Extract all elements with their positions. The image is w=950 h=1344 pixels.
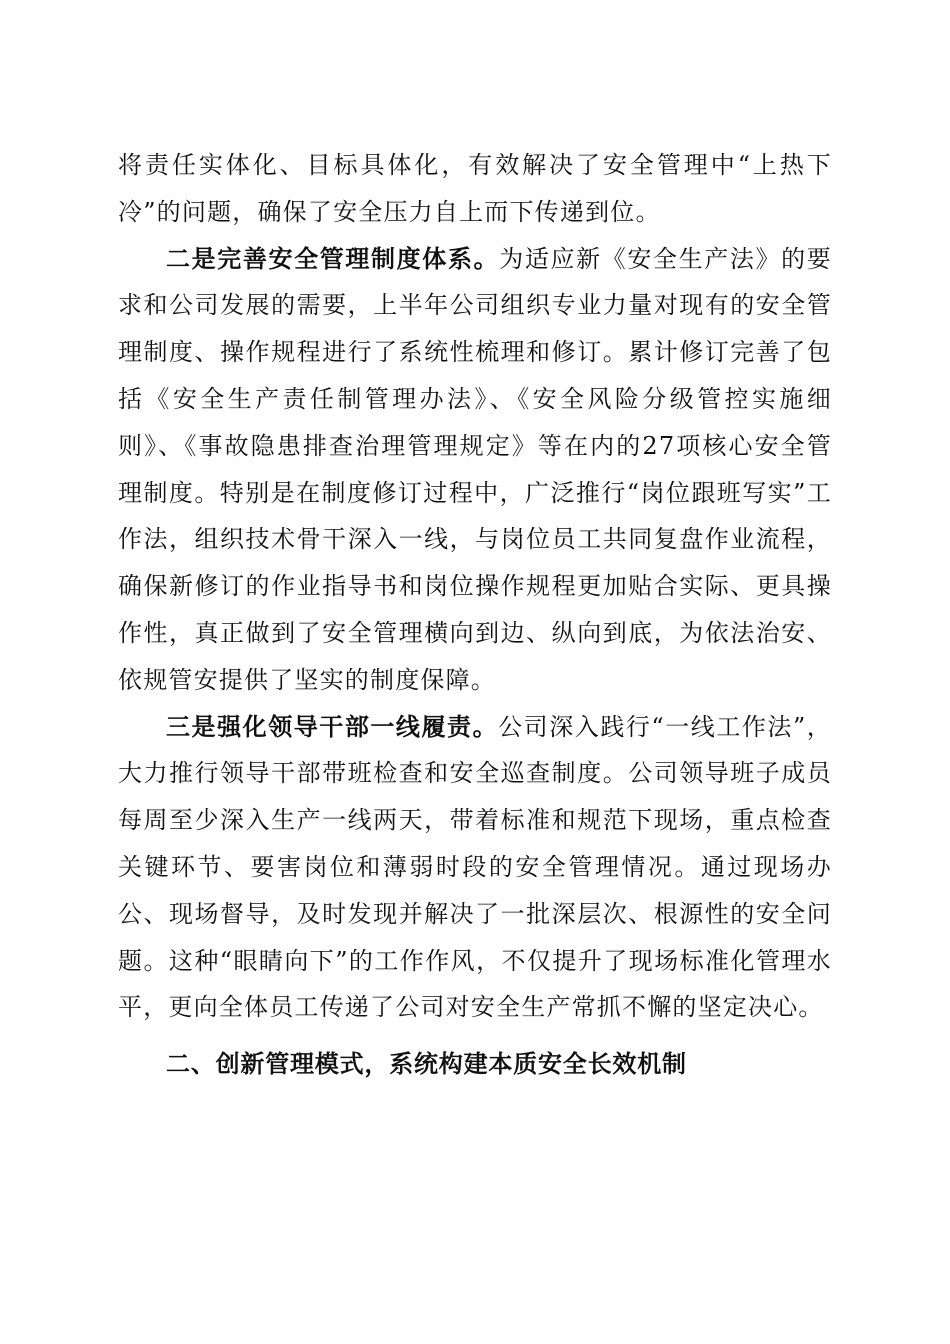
- paragraph-text: 将责任实体化、目标具体化，有效解决了安全管理中“上热下冷”的问题，确保了安全压力自上而下传递到位。: [118, 151, 832, 226]
- paragraph-leadership-duty: [118, 704, 832, 1032]
- paragraph-continuation: [118, 142, 832, 236]
- section-heading: 二、创新管理模式，系统构建本质安全长效机制: [166, 1050, 687, 1079]
- paragraph-text: 为适应新《安全生产法》的要求和公司发展的需要，上半年公司组织专业力量对现有的安全管理制度、操作规程进行了系统性梳理和修订。累计修订完善了包括《安全生产责任制管理办法》、《安全风险分级管控实施细则》、《事故隐患排查治理管理规定》等在内的27项核心安全管理制度。特别是在制度修订过程中，广泛推行“岗位跟班写实”工作法，组织技术骨干深入一线，与岗位员工共同复盘作业流程，确保新修订的作业指导书和岗位操作规程更加贴合实际、更具操作性，真正做到了安全管理横向到边、纵向到底，为依法治安、依规管安提供了坚实的制度保障。: [118, 244, 832, 694]
- paragraph-lead: 二是完善安全管理制度体系。: [166, 243, 500, 273]
- document-body: [118, 142, 832, 1088]
- paragraph-institution-system: [118, 236, 832, 704]
- paragraph-text: 公司深入践行“一线工作法”，大力推行领导干部带班检查和安全巡查制度。公司领导班子成员每周至少深入生产一线两天，带着标准和规范下现场，重点检查关键环节、要害岗位和薄弱时段的安全管理情况。通过现场办公、现场督导，及时发现并解决了一批深层次、根源性的安全问题。这种“眼睛向下”的工作作风，不仅提升了现场标准化管理水平，更向全体员工传递了公司对安全生产常抓不懈的坚定决心。: [118, 712, 832, 1022]
- paragraph-lead: 三是强化领导干部一线履责。: [166, 711, 499, 741]
